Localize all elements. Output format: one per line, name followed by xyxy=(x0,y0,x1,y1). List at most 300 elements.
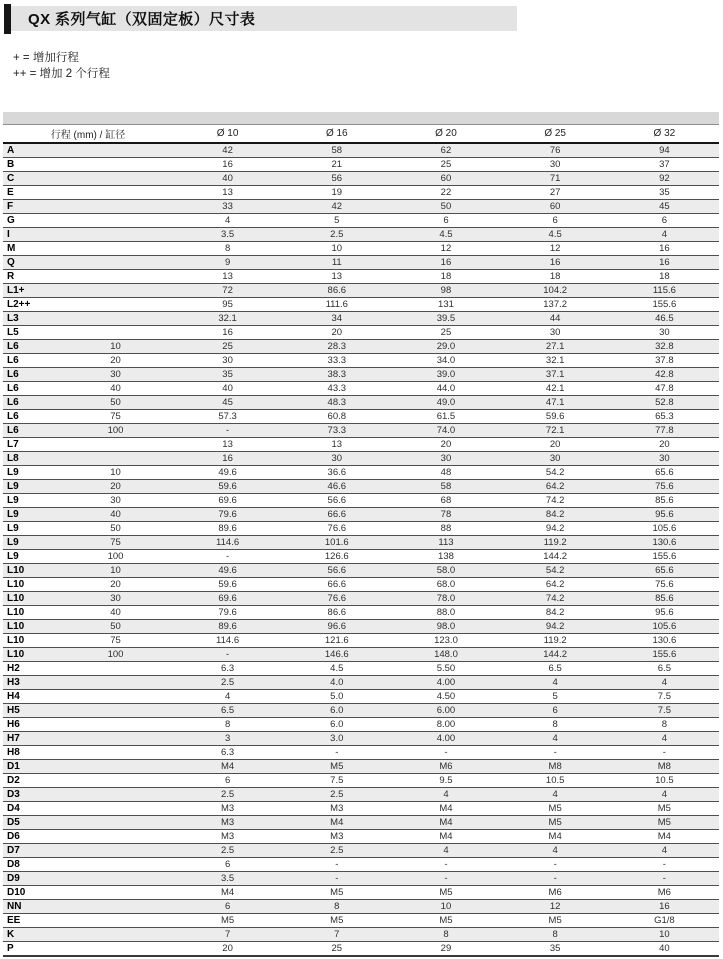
row-stroke xyxy=(58,844,173,858)
col-header-diameter-20: Ø 20 xyxy=(391,125,500,143)
row-value: 20 xyxy=(549,439,561,450)
row-stroke xyxy=(58,228,173,242)
row-value: 32.1 xyxy=(218,313,237,324)
row-value: 58.0 xyxy=(436,565,456,576)
row-value: 75.6 xyxy=(655,481,674,492)
row-value: - xyxy=(662,747,666,758)
row-value: 111.6 xyxy=(325,299,348,310)
table-row xyxy=(3,312,719,326)
row-value: 30 xyxy=(549,453,561,464)
row-value: M4 xyxy=(220,761,235,772)
row-value: 6.00 xyxy=(436,705,456,716)
row-value: 45 xyxy=(222,397,233,408)
row-value: 16 xyxy=(440,257,452,268)
row-value: 10.5 xyxy=(545,775,565,786)
row-stroke xyxy=(58,760,173,774)
row-stroke xyxy=(58,788,173,802)
row-value: 11 xyxy=(331,257,342,268)
table-top-band xyxy=(3,112,719,125)
row-label: H8 xyxy=(7,747,20,758)
row-label: H3 xyxy=(7,677,20,688)
row-value: 6.0 xyxy=(330,705,344,716)
table-row xyxy=(3,718,719,732)
row-stroke xyxy=(58,438,173,452)
row-value: 8 xyxy=(224,719,231,730)
table-row xyxy=(3,928,719,942)
row-stroke xyxy=(58,774,173,788)
row-value: 19 xyxy=(331,187,343,198)
row-label: D10 xyxy=(7,887,26,898)
table-header-row xyxy=(3,125,719,143)
row-value: 8 xyxy=(552,719,558,730)
row-value: 48.3 xyxy=(327,397,347,408)
row-value: 69.6 xyxy=(218,495,237,506)
row-value: 25 xyxy=(440,159,452,170)
row-label: L10 xyxy=(7,593,25,604)
row-value: 71 xyxy=(549,173,561,184)
table-row xyxy=(3,676,719,690)
table-row xyxy=(3,494,719,508)
table-row xyxy=(3,830,719,844)
table-row xyxy=(3,396,719,410)
row-value: G1/8 xyxy=(654,915,675,926)
row-stroke xyxy=(58,914,173,928)
table-row xyxy=(3,732,719,746)
row-value: - xyxy=(335,859,339,870)
table-row xyxy=(3,284,719,298)
row-label: L6 xyxy=(7,397,19,408)
row-value: 64.2 xyxy=(545,481,565,492)
row-value: 95.6 xyxy=(655,509,674,520)
table-row xyxy=(3,256,719,270)
row-value: 5 xyxy=(552,691,558,702)
row-value: 86.6 xyxy=(327,285,347,296)
row-stroke xyxy=(58,872,173,886)
row-stroke xyxy=(58,270,173,284)
row-value: 4 xyxy=(661,677,668,688)
row-value: 131 xyxy=(438,299,454,310)
row-value: 94.2 xyxy=(545,523,565,534)
row-value: 6.3 xyxy=(220,747,235,758)
row-value: 40 xyxy=(659,943,670,954)
row-value: 8 xyxy=(552,929,558,940)
row-label: L9 xyxy=(7,523,19,534)
row-value: M4 xyxy=(657,831,671,842)
row-value: 65.6 xyxy=(655,467,674,478)
section-title-bar xyxy=(4,4,517,34)
row-value: 7.5 xyxy=(657,705,671,716)
row-stroke: 75 xyxy=(110,635,121,646)
row-value: 40 xyxy=(222,173,233,184)
row-value: - xyxy=(444,859,448,870)
row-value: 3.5 xyxy=(220,229,235,240)
row-value: 4 xyxy=(443,789,449,800)
row-value: - xyxy=(553,747,557,758)
row-value: 25 xyxy=(440,327,452,338)
row-value: 6 xyxy=(552,705,558,716)
row-value: 12 xyxy=(549,243,561,254)
row-value: 3.5 xyxy=(220,873,235,884)
row-value: 42.8 xyxy=(655,369,674,380)
row-stroke xyxy=(58,886,173,900)
row-label: D8 xyxy=(7,859,20,870)
row-value: 4.0 xyxy=(330,677,344,688)
row-value: 4 xyxy=(552,677,558,688)
row-value: 4 xyxy=(661,229,668,240)
table-row xyxy=(3,158,719,172)
row-label: F xyxy=(7,201,14,212)
row-value: 85.6 xyxy=(655,593,674,604)
row-value: 48 xyxy=(440,467,452,478)
row-value: 20 xyxy=(222,943,233,954)
note-plus: + = 增加行程 xyxy=(13,52,79,64)
row-value: M5 xyxy=(439,887,453,898)
row-value: 89.6 xyxy=(218,621,237,632)
row-stroke: 50 xyxy=(110,523,121,534)
table-row xyxy=(3,704,719,718)
row-value: 79.6 xyxy=(218,509,237,520)
row-value: M4 xyxy=(330,817,344,828)
row-value: 29 xyxy=(440,943,452,954)
row-label: D4 xyxy=(7,803,20,814)
row-value: 72 xyxy=(222,285,233,296)
row-stroke xyxy=(58,690,173,704)
table-row xyxy=(3,914,719,928)
row-value: 10 xyxy=(331,243,343,254)
row-value: 7 xyxy=(334,929,340,940)
row-value: 72.1 xyxy=(545,425,565,436)
row-value: 4 xyxy=(552,789,558,800)
row-value: 96.6 xyxy=(327,621,347,632)
row-value: 44 xyxy=(549,313,561,324)
row-value: 34.0 xyxy=(436,355,456,366)
row-label: D3 xyxy=(7,789,20,800)
row-value: 21 xyxy=(331,159,343,170)
row-value: 3 xyxy=(224,733,231,744)
table-row xyxy=(3,214,719,228)
row-value: 2.5 xyxy=(220,677,235,688)
row-value: M5 xyxy=(330,915,344,926)
row-value: 61.5 xyxy=(436,411,456,422)
row-value: 146.6 xyxy=(324,649,349,660)
row-value: 30 xyxy=(331,453,343,464)
table-row xyxy=(3,662,719,676)
row-value: 105.6 xyxy=(652,523,677,534)
row-value: 79.6 xyxy=(218,607,237,618)
row-value: 95 xyxy=(222,299,233,310)
row-value: 10 xyxy=(659,929,670,940)
row-value: 4 xyxy=(661,789,668,800)
row-value: 4 xyxy=(224,691,231,702)
row-value: 52.8 xyxy=(655,397,674,408)
table-row xyxy=(3,550,719,564)
row-value: 49.6 xyxy=(218,565,237,576)
row-value: 13 xyxy=(222,187,233,198)
row-value: 88.0 xyxy=(436,607,456,618)
row-value: 8.00 xyxy=(436,719,456,730)
row-value: 4.00 xyxy=(436,733,456,744)
row-label: L7 xyxy=(7,439,19,450)
row-value: 16 xyxy=(659,257,670,268)
row-value: 113 xyxy=(438,537,454,548)
row-value: 47.8 xyxy=(655,383,674,394)
row-value: 16 xyxy=(659,901,670,912)
row-value: 27.1 xyxy=(545,341,565,352)
row-label: L8 xyxy=(7,453,19,464)
table-row xyxy=(3,270,719,284)
row-value: 59.6 xyxy=(545,411,565,422)
col-header-diameter-32: Ø 32 xyxy=(610,125,719,143)
row-value: 46.6 xyxy=(327,481,347,492)
row-value: 38.3 xyxy=(327,369,347,380)
table-row xyxy=(3,298,719,312)
row-value: 75.6 xyxy=(655,579,674,590)
row-label: L2++ xyxy=(7,299,31,310)
row-value: 30 xyxy=(222,355,233,366)
row-value: - xyxy=(444,873,448,884)
row-value: 6.5 xyxy=(220,705,235,716)
row-value: 126.6 xyxy=(324,551,349,562)
row-label: L6 xyxy=(7,425,19,436)
row-value: 65.6 xyxy=(655,565,674,576)
table-row xyxy=(3,942,719,957)
row-value: 4.5 xyxy=(330,663,344,674)
row-value: M5 xyxy=(439,915,453,926)
row-value: 27 xyxy=(549,187,561,198)
row-value: 3.0 xyxy=(330,733,344,744)
row-value: 30 xyxy=(659,327,670,338)
row-label: L6 xyxy=(7,411,19,422)
row-value: M3 xyxy=(220,803,235,814)
row-value: 4 xyxy=(224,215,231,226)
row-value: 155.6 xyxy=(652,649,677,660)
table-row xyxy=(3,886,719,900)
col-header-diameter-10: Ø 10 xyxy=(173,125,282,143)
row-value: 155.6 xyxy=(652,551,677,562)
row-value: 16 xyxy=(222,453,233,464)
row-value: 66.6 xyxy=(327,579,347,590)
row-value: 78 xyxy=(440,509,452,520)
table-row xyxy=(3,508,719,522)
row-value: 89.6 xyxy=(218,523,237,534)
table-row xyxy=(3,438,719,452)
row-value: 39.5 xyxy=(436,313,456,324)
row-value: 130.6 xyxy=(652,537,677,548)
table-row xyxy=(3,648,719,662)
row-value: 16 xyxy=(549,257,561,268)
row-value: 8 xyxy=(661,719,668,730)
row-value: 16 xyxy=(222,159,233,170)
row-value: 4 xyxy=(661,733,668,744)
row-stroke xyxy=(58,942,173,957)
row-value: M8 xyxy=(548,761,562,772)
row-value: - xyxy=(335,747,339,758)
row-value: 49.0 xyxy=(436,397,456,408)
row-value: 42.1 xyxy=(545,383,565,394)
table-row xyxy=(3,634,719,648)
row-value: 98.0 xyxy=(436,621,456,632)
row-stroke xyxy=(58,802,173,816)
row-value: 54.2 xyxy=(545,467,565,478)
row-stroke xyxy=(58,284,173,298)
table-row xyxy=(3,200,719,214)
row-stroke: 20 xyxy=(110,579,121,590)
row-label: L6 xyxy=(7,369,19,380)
row-value: M4 xyxy=(220,887,235,898)
row-value: 73.3 xyxy=(327,425,347,436)
row-value: 32.1 xyxy=(545,355,565,366)
row-value: M4 xyxy=(439,831,453,842)
row-label: R xyxy=(7,271,15,282)
row-value: 2.5 xyxy=(330,229,344,240)
row-value: 6 xyxy=(224,859,231,870)
row-value: 33.3 xyxy=(327,355,347,366)
row-value: 37.1 xyxy=(545,369,565,380)
row-stroke xyxy=(58,172,173,186)
row-stroke: 10 xyxy=(110,467,121,478)
table-row xyxy=(3,872,719,886)
table-row xyxy=(3,480,719,494)
row-value: 10.5 xyxy=(655,775,674,786)
row-value: M6 xyxy=(657,887,671,898)
row-stroke: 30 xyxy=(110,369,121,380)
row-value: 6 xyxy=(552,215,558,226)
row-label: C xyxy=(7,173,15,184)
row-value: 144.2 xyxy=(543,649,568,660)
table-row xyxy=(3,858,719,872)
row-label: L9 xyxy=(7,467,19,478)
row-value: 29.0 xyxy=(436,341,456,352)
row-label: H7 xyxy=(7,733,20,744)
table-row xyxy=(3,774,719,788)
row-label: E xyxy=(7,187,14,198)
row-value: 35 xyxy=(222,369,233,380)
row-value: 25 xyxy=(331,943,343,954)
title-accent-bar xyxy=(4,4,11,34)
page-title: QX 系列气缸（双固定板）尺寸表 xyxy=(28,11,256,28)
row-label: L10 xyxy=(7,607,25,618)
row-label: L1+ xyxy=(7,285,25,296)
row-stroke xyxy=(58,186,173,200)
row-value: 5.0 xyxy=(330,691,344,702)
row-value: 2.5 xyxy=(220,845,235,856)
row-value: 43.3 xyxy=(327,383,347,394)
row-value: 76 xyxy=(549,145,561,156)
row-value: 30 xyxy=(440,453,452,464)
row-value: - xyxy=(335,873,339,884)
row-stroke: 50 xyxy=(110,397,121,408)
row-label: L9 xyxy=(7,481,19,492)
row-value: 94.2 xyxy=(545,621,565,632)
row-value: 7 xyxy=(224,929,231,940)
row-value: 8 xyxy=(334,901,340,912)
row-label: L6 xyxy=(7,355,19,366)
table-row xyxy=(3,410,719,424)
row-value: 121.6 xyxy=(324,635,349,646)
table-row xyxy=(3,354,719,368)
note-plus-plus: ++ = 增加 2 个行程 xyxy=(13,68,110,80)
row-label: D2 xyxy=(7,775,20,786)
row-value: M6 xyxy=(548,887,562,898)
table-row xyxy=(3,802,719,816)
row-value: 114.6 xyxy=(216,537,240,548)
row-label: L10 xyxy=(7,621,25,632)
row-value: - xyxy=(226,425,230,436)
row-label: H6 xyxy=(7,719,20,730)
row-value: 10 xyxy=(440,901,452,912)
row-value: 74.2 xyxy=(545,495,565,506)
row-label: A xyxy=(7,145,15,156)
row-value: 4 xyxy=(443,845,449,856)
row-value: 138 xyxy=(438,551,454,562)
col-header-diameter-25: Ø 25 xyxy=(501,125,610,143)
row-stroke: 20 xyxy=(110,481,121,492)
row-value: M4 xyxy=(439,817,453,828)
row-stroke: 40 xyxy=(110,607,121,618)
row-value: 65.3 xyxy=(655,411,674,422)
row-value: 155.6 xyxy=(652,299,677,310)
row-value: 6.5 xyxy=(548,663,562,674)
row-stroke xyxy=(58,830,173,844)
row-value: 88 xyxy=(440,523,452,534)
row-label: L3 xyxy=(7,313,19,324)
row-label: D9 xyxy=(7,873,20,884)
row-value: 2.5 xyxy=(330,789,344,800)
row-value: 20 xyxy=(659,439,670,450)
table-row xyxy=(3,424,719,438)
row-value: M5 xyxy=(220,915,235,926)
row-value: 18 xyxy=(549,271,561,282)
row-value: 9 xyxy=(224,257,231,268)
row-stroke: 30 xyxy=(110,495,121,506)
row-label: G xyxy=(7,215,15,226)
table-row xyxy=(3,326,719,340)
table-row xyxy=(3,143,719,158)
row-value: 37.8 xyxy=(655,355,674,366)
row-value: 84.2 xyxy=(545,607,565,618)
row-label: D7 xyxy=(7,845,20,856)
row-value: 77.8 xyxy=(655,425,674,436)
row-stroke xyxy=(58,298,173,312)
row-value: 45 xyxy=(659,201,670,212)
row-value: 60 xyxy=(549,201,561,212)
row-value: - xyxy=(662,873,666,884)
row-value: 33 xyxy=(222,201,233,212)
row-value: 2.5 xyxy=(220,789,235,800)
row-value: 4 xyxy=(552,733,558,744)
row-value: 69.6 xyxy=(218,593,237,604)
row-stroke xyxy=(58,242,173,256)
row-label: H5 xyxy=(7,705,20,716)
row-stroke xyxy=(58,326,173,340)
row-value: 28.3 xyxy=(327,341,347,352)
table-row xyxy=(3,788,719,802)
row-value: 49.6 xyxy=(218,467,237,478)
row-value: 37 xyxy=(659,159,670,170)
row-label: M xyxy=(7,243,16,254)
row-stroke: 75 xyxy=(110,537,121,548)
row-value: 50 xyxy=(440,201,452,212)
row-label: NN xyxy=(7,901,22,912)
row-stroke xyxy=(58,900,173,914)
row-value: 94 xyxy=(659,145,670,156)
row-label: L10 xyxy=(7,565,25,576)
row-value: 6 xyxy=(661,215,668,226)
row-value: 123.0 xyxy=(434,635,458,646)
table-row xyxy=(3,760,719,774)
table-row xyxy=(3,690,719,704)
row-value: 105.6 xyxy=(652,621,677,632)
